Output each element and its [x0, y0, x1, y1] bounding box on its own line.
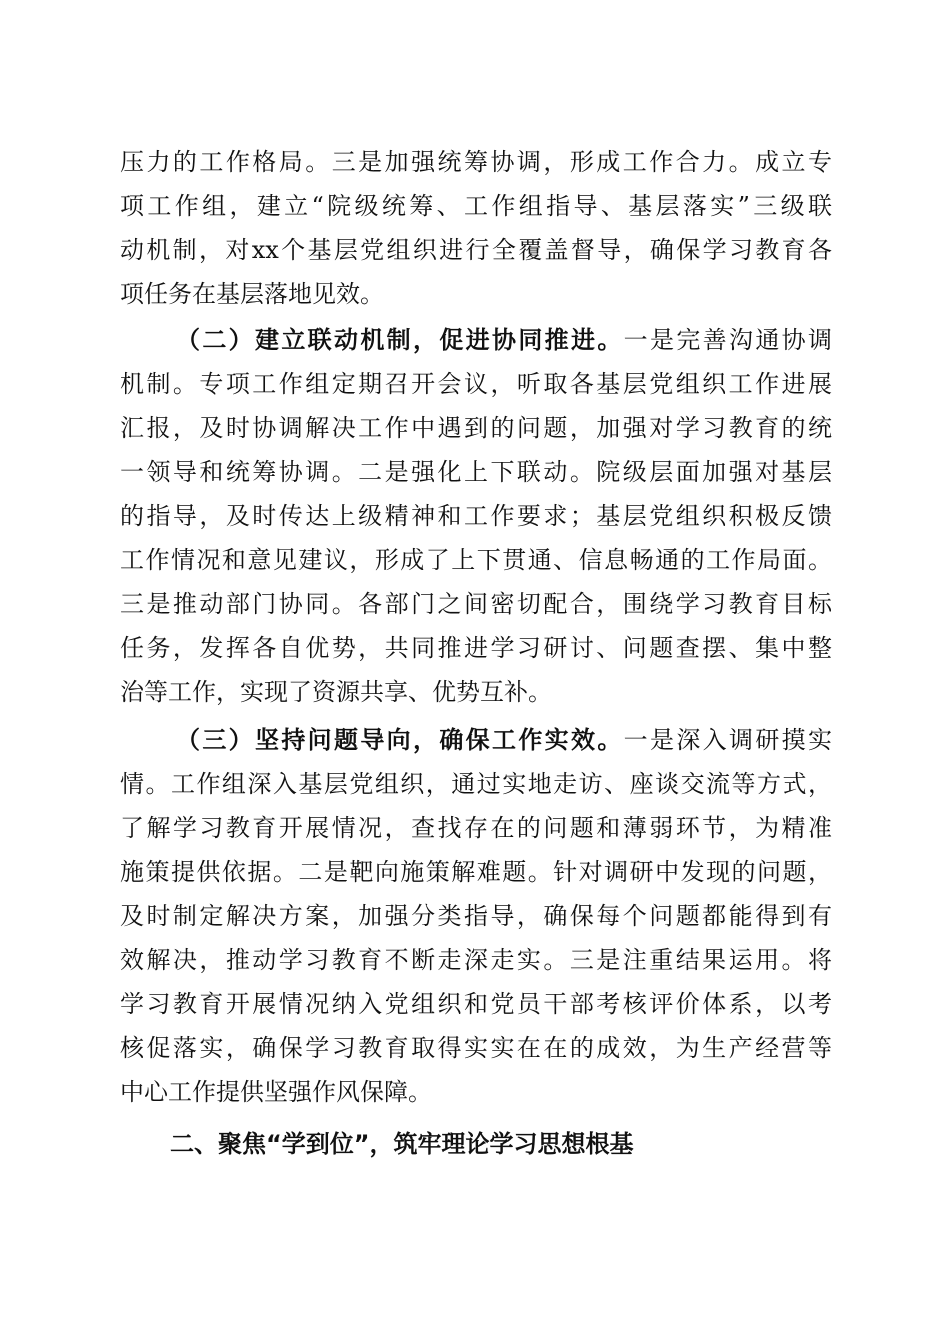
- text-line: 一领导和统筹协调。二是强化上下联动。院级层面加强对基层: [120, 458, 832, 486]
- paragraph-first-line: [120, 718, 832, 762]
- text-line: 施策提供依据。二是靶向施策解难题。针对调研中发现的问题，: [120, 858, 832, 886]
- paragraph-linkage-mechanism: [120, 318, 832, 714]
- text-line: 中心工作提供坚强作风保障。: [120, 1078, 432, 1106]
- text-line: 项工作组，建立“院级统筹、工作组指导、基层落实”三级联: [120, 192, 832, 220]
- text-line: 项任务在基层落地见效。: [120, 280, 384, 308]
- text-line: 核促落实，确保学习教育取得实实在在的成效，为生产经营等: [120, 1034, 832, 1062]
- text-line: 情。工作组深入基层党组织，通过实地走访、座谈交流等方式，: [120, 770, 832, 798]
- text-line: 的指导，及时传达上级精神和工作要求；基层党组织积极反馈: [120, 502, 832, 530]
- paragraph-first-line-text: 一是完善沟通协调: [623, 326, 833, 354]
- text-line: 任务，发挥各自优势，共同推进学习研讨、问题查摆、集中整: [120, 634, 832, 662]
- paragraph-lead-heading: （二）建立联动机制，促进协同推进。: [176, 326, 624, 354]
- paragraph-continuation: [120, 140, 832, 316]
- text-line: 动机制，对xx个基层党组织进行全覆盖督导，确保学习教育各: [120, 236, 832, 264]
- text-line: 机制。专项工作组定期召开会议，听取各基层党组织工作进展: [120, 370, 832, 398]
- text-line: 效解决，推动学习教育不断走深走实。三是注重结果运用。将: [120, 946, 832, 974]
- text-line: 工作情况和意见建议，形成了上下贯通、信息畅通的工作局面。: [120, 546, 832, 574]
- paragraph-first-line-text: 一是深入调研摸实: [623, 726, 833, 754]
- section-heading: 二、聚焦“学到位”，筑牢理论学习思想根基: [170, 1130, 634, 1158]
- text-line: 汇报，及时协调解决工作中遇到的问题，加强对学习教育的统: [120, 414, 832, 442]
- text-line: 治等工作，实现了资源共享、优势互补。: [120, 678, 552, 706]
- text-line: 学习教育开展情况纳入党组织和党员干部考核评价体系，以考: [120, 990, 832, 1018]
- text-line: 及时制定解决方案，加强分类指导，确保每个问题都能得到有: [120, 902, 832, 930]
- paragraph-problem-orientation: [120, 718, 832, 1114]
- text-line: 了解学习教育开展情况，查找存在的问题和薄弱环节，为精准: [120, 814, 832, 842]
- text-line: 压力的工作格局。三是加强统筹协调，形成工作合力。成立专: [120, 148, 832, 176]
- paragraph-lead-heading: （三）坚持问题导向，确保工作实效。: [176, 726, 624, 754]
- text-line: 三是推动部门协同。各部门之间密切配合，围绕学习教育目标: [120, 590, 832, 618]
- paragraph-first-line: [120, 318, 832, 362]
